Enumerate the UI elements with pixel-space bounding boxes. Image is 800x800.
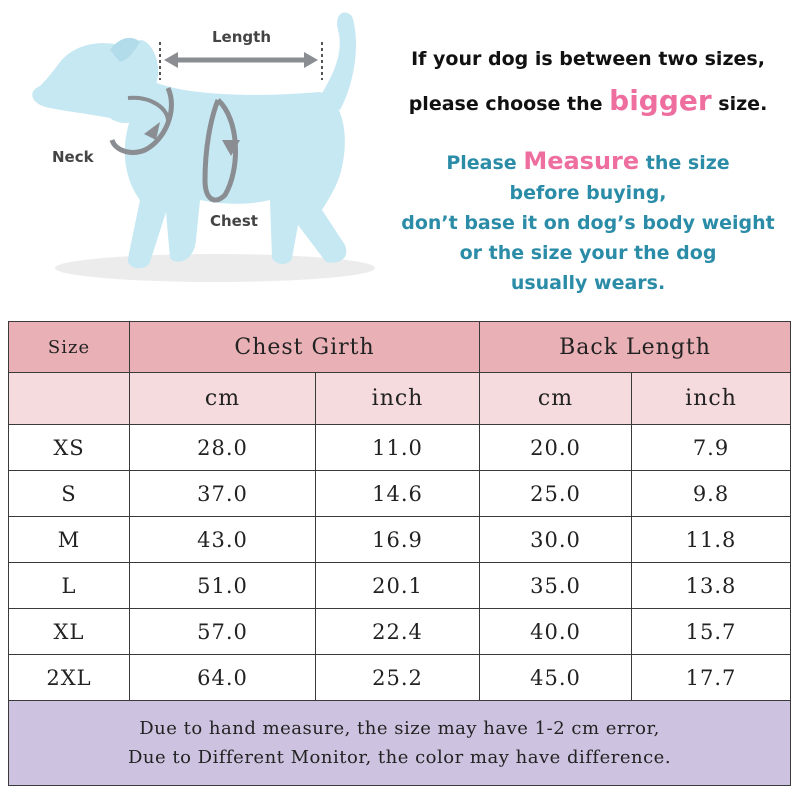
- table-row: [9, 563, 791, 609]
- disclaimer-line-1: Due to hand measure, the size may have 1-2 cm error,: [139, 718, 660, 739]
- back-inch-cell: 9.8: [632, 471, 791, 517]
- measure-highlight: Measure: [523, 147, 640, 175]
- chest-inch-cell: 14.6: [316, 471, 480, 517]
- back-length-header: Back Length: [480, 322, 791, 373]
- disclaimer-row: [9, 701, 791, 786]
- back-inch-cell: 7.9: [632, 425, 791, 471]
- chest-cm-unit: cm: [130, 373, 316, 425]
- size-cell: L: [9, 563, 130, 609]
- chest-inch-unit: inch: [316, 373, 480, 425]
- unit-header-row: [9, 373, 791, 425]
- chest-inch-cell: 11.0: [316, 425, 480, 471]
- back-cm-cell: 25.0: [480, 471, 632, 517]
- measure-line-5: usually wears.: [510, 272, 666, 294]
- size-cell: S: [9, 471, 130, 517]
- table-row: [9, 517, 791, 563]
- chest-cm-cell: 43.0: [130, 517, 316, 563]
- back-inch-unit: inch: [632, 373, 791, 425]
- measure-text-end: the size: [639, 152, 730, 174]
- chest-cm-cell: 51.0: [130, 563, 316, 609]
- chest-inch-cell: 20.1: [316, 563, 480, 609]
- disclaimer-line-2: Due to Different Monitor, the color may have difference.: [127, 747, 672, 768]
- chest-inch-cell: 25.2: [316, 655, 480, 701]
- chest-cm-cell: 57.0: [130, 609, 316, 655]
- chest-cm-cell: 37.0: [130, 471, 316, 517]
- table-row: [9, 425, 791, 471]
- size-cell: XL: [9, 609, 130, 655]
- unit-header-blank: [9, 373, 130, 425]
- measure-text-start: Please: [446, 152, 524, 174]
- size-cell: 2XL: [9, 655, 130, 701]
- back-cm-unit: cm: [480, 373, 632, 425]
- chest-inch-cell: 22.4: [316, 609, 480, 655]
- size-advice-text-end: size.: [711, 93, 768, 115]
- length-label: Length: [212, 28, 271, 46]
- chest-cm-cell: 64.0: [130, 655, 316, 701]
- back-cm-cell: 35.0: [480, 563, 632, 609]
- table-header-row: [9, 322, 791, 373]
- back-cm-cell: 45.0: [480, 655, 632, 701]
- chest-girth-header: Chest Girth: [130, 322, 480, 373]
- dog-measurement-diagram: [0, 0, 390, 300]
- disclaimer-cell: [9, 701, 791, 786]
- back-cm-cell: 30.0: [480, 517, 632, 563]
- table-row: [9, 471, 791, 517]
- back-inch-cell: 17.7: [632, 655, 791, 701]
- chest-label: Chest: [210, 212, 258, 230]
- bigger-highlight: bigger: [609, 84, 712, 117]
- table-row: [9, 655, 791, 701]
- size-cell: XS: [9, 425, 130, 471]
- size-advice-text: please choose the: [408, 93, 610, 115]
- measure-line-1: [388, 146, 788, 178]
- measure-line-2: before buying,: [509, 182, 667, 204]
- size-advice-line-2: [388, 80, 788, 125]
- back-cm-cell: 40.0: [480, 609, 632, 655]
- neck-label: Neck: [52, 148, 94, 166]
- measure-line-4: or the size your the dog: [459, 242, 717, 264]
- measure-advice-note: [388, 146, 788, 298]
- size-column-header: Size: [9, 322, 130, 373]
- back-inch-cell: 15.7: [632, 609, 791, 655]
- back-cm-cell: 20.0: [480, 425, 632, 471]
- length-arrow: [160, 42, 322, 80]
- table-row: [9, 609, 791, 655]
- measure-line-3: don’t base it on dog’s body weight: [401, 212, 775, 234]
- dog-silhouette: [32, 12, 356, 268]
- chest-inch-cell: 16.9: [316, 517, 480, 563]
- back-inch-cell: 13.8: [632, 563, 791, 609]
- size-chart-table: [8, 321, 791, 786]
- back-inch-cell: 11.8: [632, 517, 791, 563]
- size-cell: M: [9, 517, 130, 563]
- chest-cm-cell: 28.0: [130, 425, 316, 471]
- size-advice-line-1: If your dog is between two sizes,: [411, 48, 765, 70]
- size-advice-note: [388, 38, 788, 125]
